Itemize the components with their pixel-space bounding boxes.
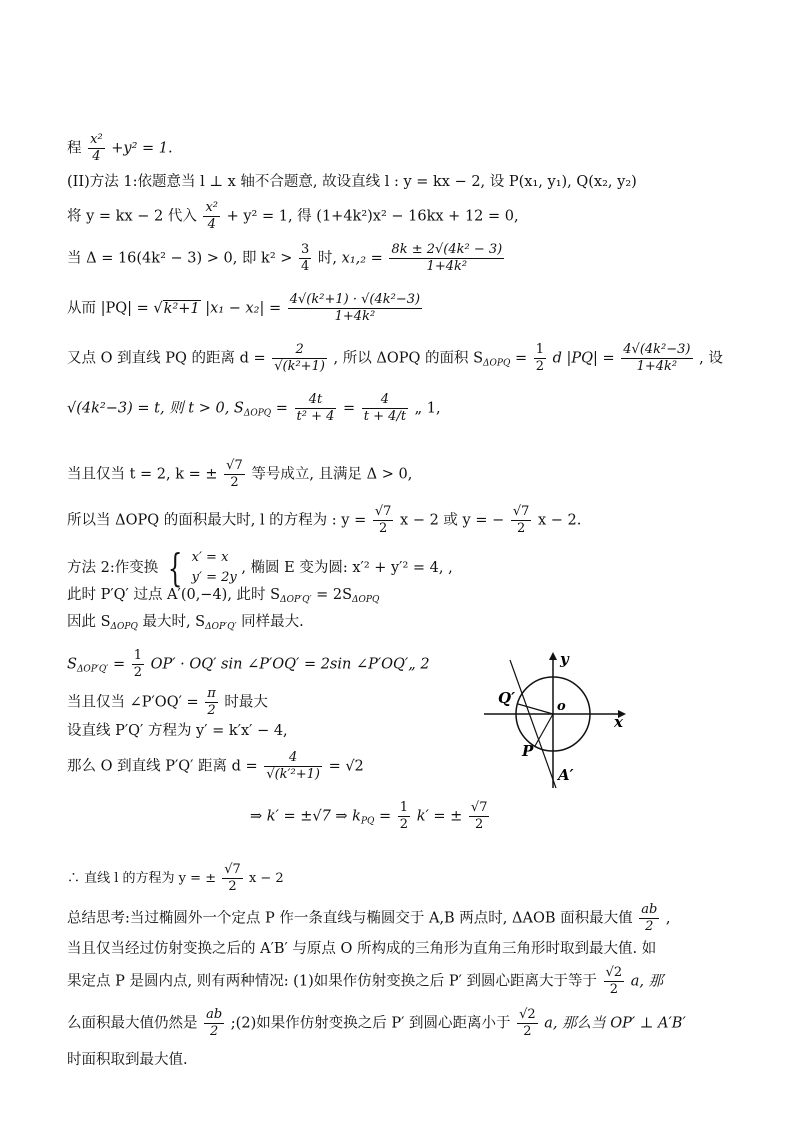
line-7 <box>67 392 441 425</box>
text: x − 2 或 y = − <box>400 512 505 529</box>
subscript: ΔOPQ <box>483 358 511 369</box>
fraction: $\frac{√7}{2}$ <box>224 862 241 894</box>
line-18 <box>67 862 284 895</box>
subscript: ΔOPQ <box>352 595 380 605</box>
text: OP′ · OQ′ sin ∠P′OQ′ = 2sin ∠P′OQ′„ 2 <box>150 656 430 673</box>
fraction: $\frac{4}{\text{√(k′²+1)}}$ <box>266 750 320 782</box>
text: 将 y = kx − 2 代入 <box>67 208 197 225</box>
fraction: $\frac{4}{t + 4/t}$ <box>363 392 407 424</box>
line-21 <box>67 965 663 998</box>
line-12 <box>67 612 304 637</box>
text: , 设 <box>699 350 723 367</box>
text: x₁,₂ = <box>341 250 383 267</box>
text: = <box>275 400 288 417</box>
fraction: $\frac{√7}{2}$ <box>374 504 392 536</box>
text: 程 <box>67 140 82 157</box>
text: 那么 O 到直线 P′Q′ 距离 d = <box>67 758 258 775</box>
subscript: ΔOP′Q′ <box>205 622 237 632</box>
fraction: $\frac{√7}{2}$ <box>512 504 530 536</box>
line-11 <box>67 585 379 610</box>
text: „ 1, <box>414 400 441 417</box>
line-8 <box>67 458 412 491</box>
text: 从而 |PQ| = <box>67 300 149 317</box>
text: ⇒ k′ = ±√7 ⇒ k <box>250 808 361 825</box>
line-16 <box>67 750 364 783</box>
line-4 <box>67 242 506 275</box>
text: √(4k²−3) <box>67 400 133 417</box>
text: 当且仅当 ∠P′OQ′ = <box>67 694 199 711</box>
line-15: 设直线 P′Q′ 方程为 y′ = k′x′ − 4, <box>67 723 288 739</box>
fraction: $\frac{1}{2}$ <box>399 800 409 832</box>
text: = <box>379 808 392 825</box>
text: = <box>112 656 126 673</box>
text: a, 那么当 OP′ ⊥ A′B′ <box>544 1015 686 1032</box>
segment-oq <box>518 704 553 714</box>
line-19 <box>67 902 671 935</box>
text: d |PQ| = <box>552 350 615 367</box>
text: = √2 <box>328 758 364 775</box>
text: x − 2. <box>538 512 582 529</box>
text: 所以当 ΔOPQ 的面积最大时, l 的方程为 : y = <box>67 512 367 529</box>
line-13 <box>67 648 430 681</box>
text: , <box>665 910 671 927</box>
text: 时最大 <box>224 694 268 711</box>
line-5 <box>67 292 424 325</box>
fraction: $\frac{2}{\text{√(k²+1)}}$ <box>274 342 325 374</box>
fraction: $\frac{\text{4√(k²+1) · √(4k²−3)}}{\text{1+4k²}}$ <box>289 292 421 324</box>
fraction: $\frac{3}{4}$ <box>301 242 310 274</box>
text: 此时 P′Q′ 过点 A′(0,−4), 此时 S <box>67 587 281 603</box>
line-3 <box>67 200 519 233</box>
subscript: ΔOPQ <box>110 622 138 632</box>
text: + y² = 1, 得 (1+4k²)x² − 16kx + 12 = 0, <box>226 208 519 225</box>
subscript: ΔOP′Q′ <box>280 595 312 605</box>
line-14 <box>67 686 268 719</box>
fraction: $\frac{ab}{2}$ <box>641 902 658 934</box>
fraction: $\frac{ab}{2}$ <box>206 1007 223 1039</box>
text: 等号成立, 且满足 Δ > 0, <box>251 466 413 483</box>
text: ;(2)如果作仿射变换之后 P′ 到圆心距离小于 <box>230 1015 511 1032</box>
text: |x₁ − x₂| = <box>205 300 282 317</box>
segment-op <box>535 714 553 746</box>
text: 当且仅当 t = 2, k = ± <box>67 466 218 483</box>
text: ∴ 直线 l 的方程为 y = ± <box>67 871 217 886</box>
text: 么面积最大值仍然是 <box>67 1015 198 1032</box>
fraction: $\frac{\text{4√(4k²−3)}}{\text{1+4k²}}$ <box>623 342 691 374</box>
line-20: 当且仅当经过仿射变换之后的 A′B′ 与原点 O 所构成的三角形为直角三角形时取到最大值. 如 <box>67 941 657 957</box>
text: k′ = ± <box>416 808 463 825</box>
equation-system: x′ = x y′ = 2y <box>191 550 237 585</box>
text: 总结思考:当过椭圆外一个定点 P 作一条直线与椭圆交于 A,B 两点时, ΔAOB 面积最大值 <box>67 910 633 927</box>
subscript: ΔOPQ <box>243 408 272 419</box>
brace: { <box>167 546 183 590</box>
subscript: ΔOP′Q′ <box>76 664 109 675</box>
text: +y² = 1. <box>111 140 173 157</box>
text: = t, 则 t > 0, S <box>137 400 244 417</box>
subscript: PQ <box>360 816 375 827</box>
fraction: $\frac{√7}{2}$ <box>226 458 243 490</box>
text: 最大时, S <box>142 614 206 630</box>
label-a: A′ <box>558 766 574 784</box>
text: a, 那 <box>630 973 664 990</box>
label-x: x <box>614 713 623 731</box>
fraction: $\frac{√2}{2}$ <box>605 965 623 997</box>
fraction: $\frac{\text{8k ± 2√(4k² − 3)}}{\text{1+4k²}}$ <box>391 242 503 274</box>
line-23: 时面积取到最大值. <box>67 1052 188 1068</box>
line-17 <box>250 800 491 833</box>
line-22 <box>67 1007 686 1040</box>
text: 因此 S <box>67 614 111 630</box>
line-9 <box>67 504 581 537</box>
text: x − 2 <box>248 871 284 886</box>
text: = <box>343 400 356 417</box>
line-2: (II)方法 1:依题意当 l ⊥ x 轴不合题意, 故设直线 l : y = kx − 2, 设 P(x₁, y₁), Q(x₂, y₂) <box>67 174 637 190</box>
fraction: $\frac{4t}{\text{t² + 4}}$ <box>296 392 335 424</box>
fraction: $\frac{\text{x²}}{4}$ <box>90 132 103 164</box>
text: 方法 2:作变换 <box>67 560 159 576</box>
label-q: Q′ <box>498 689 516 707</box>
fraction: $\frac{\pi}{2}$ <box>207 686 216 718</box>
line-1 <box>67 132 173 165</box>
fraction: $\frac{\text{x²}}{4}$ <box>205 200 218 232</box>
text: S <box>67 656 77 673</box>
fraction: $\frac{√2}{2}$ <box>519 1007 536 1039</box>
line-6 <box>67 342 723 375</box>
line-10 <box>67 548 453 588</box>
text: 同样最大. <box>241 614 304 630</box>
label-o: o <box>557 699 566 714</box>
text: 又点 O 到直线 PQ 的距离 d = <box>67 350 266 367</box>
fraction: $\frac{√7}{2}$ <box>470 800 488 832</box>
circle-figure <box>478 648 638 798</box>
text: = <box>514 350 528 367</box>
text: , 椭圆 E 变为圆: x′² + y′² = 4, , <box>241 560 453 576</box>
label-y: y <box>560 650 569 668</box>
text: , 所以 ΔOPQ 的面积 S <box>333 350 484 367</box>
text: 时, <box>317 250 338 267</box>
text: = 2S <box>316 587 353 603</box>
fraction: $\frac{1}{2}$ <box>133 648 142 680</box>
y-arrow <box>549 652 557 660</box>
text: √k²+1 <box>153 300 200 317</box>
fraction: $\frac{1}{2}$ <box>535 342 544 374</box>
text: 当 Δ = 16(4k² − 3) > 0, 即 k² > <box>67 250 293 267</box>
label-p: P <box>522 742 534 760</box>
text: 果定点 P 是圆内点, 则有两种情况: (1)如果作仿射变换之后 P′ 到圆心距离大于等于 <box>67 973 597 990</box>
